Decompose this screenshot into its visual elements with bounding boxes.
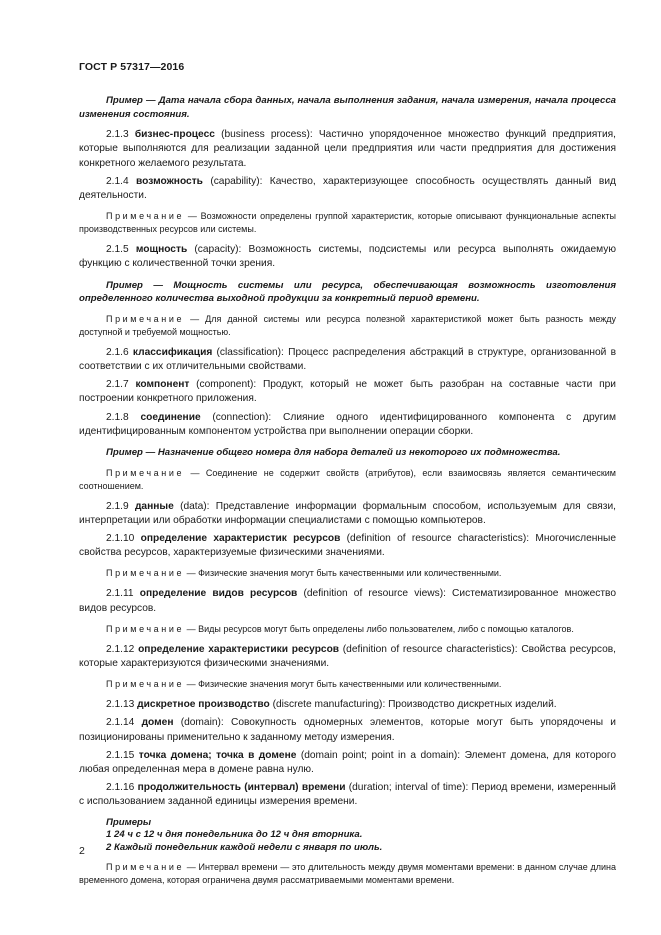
example-paragraph: Пример — Дата начала сбора данных, начала выполнения задания, начала измерения, начала процесса изменения состояния. <box>79 95 616 120</box>
note-label: Примечание <box>106 568 185 579</box>
note-paragraph <box>79 678 616 691</box>
note-text: — Физические значения могут быть качественными или количественными. <box>184 568 502 579</box>
term-name: домен <box>141 717 174 729</box>
term-entry <box>79 698 616 712</box>
term-number: 2.1.11 <box>106 588 134 600</box>
term-number: 2.1.7 <box>106 379 129 391</box>
term-name: продолжительность (интервал) времени <box>137 782 346 794</box>
term-entry <box>79 411 616 439</box>
term-entry <box>79 346 616 374</box>
term-number: 2.1.15 <box>106 749 135 761</box>
term-number: 2.1.14 <box>106 717 135 729</box>
term-definition: (connection): Слияние одного идентифицированного компонента с другим идентифицированным компонентом устройства при выполнении операции сборки. <box>79 411 616 437</box>
term-number: 2.1.9 <box>106 500 129 512</box>
note-paragraph <box>79 467 616 493</box>
note-paragraph <box>79 210 616 236</box>
note-label: Примечание <box>106 679 185 690</box>
term-entry <box>79 243 616 271</box>
term-number: 2.1.5 <box>106 244 129 256</box>
note-label: Примечание <box>106 211 185 222</box>
term-number: 2.1.10 <box>106 533 135 545</box>
note-text: — Физические значения могут быть качественными или количественными. <box>184 679 502 690</box>
term-definition: (capacity): Возможность системы, подсистемы или ресурса выполнять ожидаемую функцию с количественной точки зрения. <box>79 244 616 270</box>
note-text: — Для данной системы или ресурса полезной характеристикой может быть разность между доступной и требуемой мощностью. <box>79 313 616 337</box>
standard-header: ГОСТ Р 57317—2016 <box>79 61 185 73</box>
term-entry <box>79 643 616 671</box>
page-number: 2 <box>79 845 85 857</box>
example-item: 2 Каждый понедельник каждой недели с января по июль. <box>106 841 383 853</box>
term-entry <box>79 378 616 406</box>
term-definition: (definition of resource characteristics): Свойства ресурсов, которые характеризуются физическими значениями. <box>79 643 616 670</box>
examples-block <box>79 817 616 855</box>
term-entry <box>79 781 616 809</box>
term-definition: (domain): Совокупность одномерных элементов, которые могут быть упорядочены и позиционированы применительно к заданному методу измерения. <box>79 717 616 743</box>
term-definition: (domain point; point in a domain): Элемент домена, для которого любая определенная мера в домене равна нулю. <box>79 749 616 776</box>
note-text: — Интервал времени — это длительность между двумя моментами времени: в данном случае длина временного домена, которая ограничена двумя рассматриваемыми моментами времени. <box>79 862 616 886</box>
term-definition: (business process): Частично упорядоченное множество функций предприятия, которые выполняются для реализации заданной цели предприятия или части предприятия для достижения конкретного желаемого результата. <box>79 129 616 169</box>
term-name: компонент <box>135 379 190 391</box>
term-entry <box>79 749 616 777</box>
term-name: определение характеристики ресурсов <box>138 643 340 655</box>
term-name: данные <box>134 500 174 512</box>
term-entry <box>79 500 616 528</box>
note-label: Примечание <box>106 862 185 873</box>
note-paragraph <box>79 861 616 887</box>
example-item: 1 24 ч с 12 ч дня понедельника до 12 ч дня вторника. <box>106 829 363 841</box>
term-number: 2.1.8 <box>106 411 129 423</box>
term-entry <box>79 175 616 203</box>
term-definition: (duration; interval of time): Период времени, измеренный с использованием заданной единицы измерения времени. <box>79 782 616 808</box>
term-entry <box>79 587 616 615</box>
term-entry <box>79 532 616 560</box>
term-definition: (component): Продукт, который не может быть разобран на составные части при построении конкретного приложения. <box>79 379 616 405</box>
term-name: определение видов ресурсов <box>139 588 298 600</box>
note-label: Примечание <box>106 623 185 634</box>
term-number: 2.1.13 <box>106 699 135 711</box>
term-definition: (definition of resource views): Систематизированное множество видов ресурсов. <box>79 588 616 614</box>
term-definition: (classification): Процесс распределения абстракций в структуре, организованной в соответствии с их отличительными свойствами. <box>79 346 616 372</box>
note-text: — Виды ресурсов могут быть определены либо пользователем, либо с помощью каталогов. <box>184 623 574 634</box>
term-definition: (discrete manufacturing): Производство дискретных изделий. <box>269 699 557 711</box>
term-name: точка домена; точка в домене <box>138 749 297 761</box>
term-definition: (capability): Качество, характеризующее способность осуществлять данный вид деятельности. <box>79 175 616 201</box>
term-name: бизнес-процесс <box>134 129 215 141</box>
term-definition: (data): Представление информации формальным способом, используемым для связи, интерпретации или обработки информации специалистами с помощью компьютеров. <box>79 500 616 526</box>
term-number: 2.1.3 <box>106 129 129 141</box>
term-definition: (definition of resource characteristics): Многочисленные свойства ресурсов, характеризуемые физическими значениями. <box>79 533 616 559</box>
note-paragraph <box>79 313 616 339</box>
example-paragraph: Пример — Мощность системы или ресурса, обеспечивающая возможность изготовления определенного количества выходной продукции за конкретный период времени. <box>79 279 616 305</box>
note-paragraph <box>79 567 616 580</box>
term-name: классификация <box>132 346 213 358</box>
note-text: — Возможности определены группой характеристик, которые описывают функциональные аспекты производственных ресурсов или системы. <box>79 211 616 235</box>
term-name: мощность <box>135 244 188 256</box>
term-entry <box>79 128 616 171</box>
note-label: Примечание <box>106 467 185 478</box>
note-text: — Соединение не содержит свойств (атрибутов), если взаимосвязь является семантическим соотношением. <box>79 467 616 491</box>
term-name: возможность <box>136 175 203 187</box>
term-name: дискретное производство <box>137 699 270 711</box>
term-name: определение характеристик ресурсов <box>140 533 341 545</box>
term-number: 2.1.6 <box>106 346 129 358</box>
term-name: соединение <box>140 411 201 423</box>
term-number: 2.1.12 <box>106 643 135 655</box>
document-body <box>79 94 616 887</box>
note-paragraph <box>79 623 616 636</box>
note-label: Примечание <box>106 313 185 324</box>
example-paragraph: Пример — Назначение общего номера для набора деталей из некоторого их подмножества. <box>106 447 561 459</box>
term-number: 2.1.4 <box>106 175 129 187</box>
examples-heading: Примеры <box>106 816 152 828</box>
term-number: 2.1.16 <box>106 782 135 794</box>
term-entry <box>79 716 616 744</box>
